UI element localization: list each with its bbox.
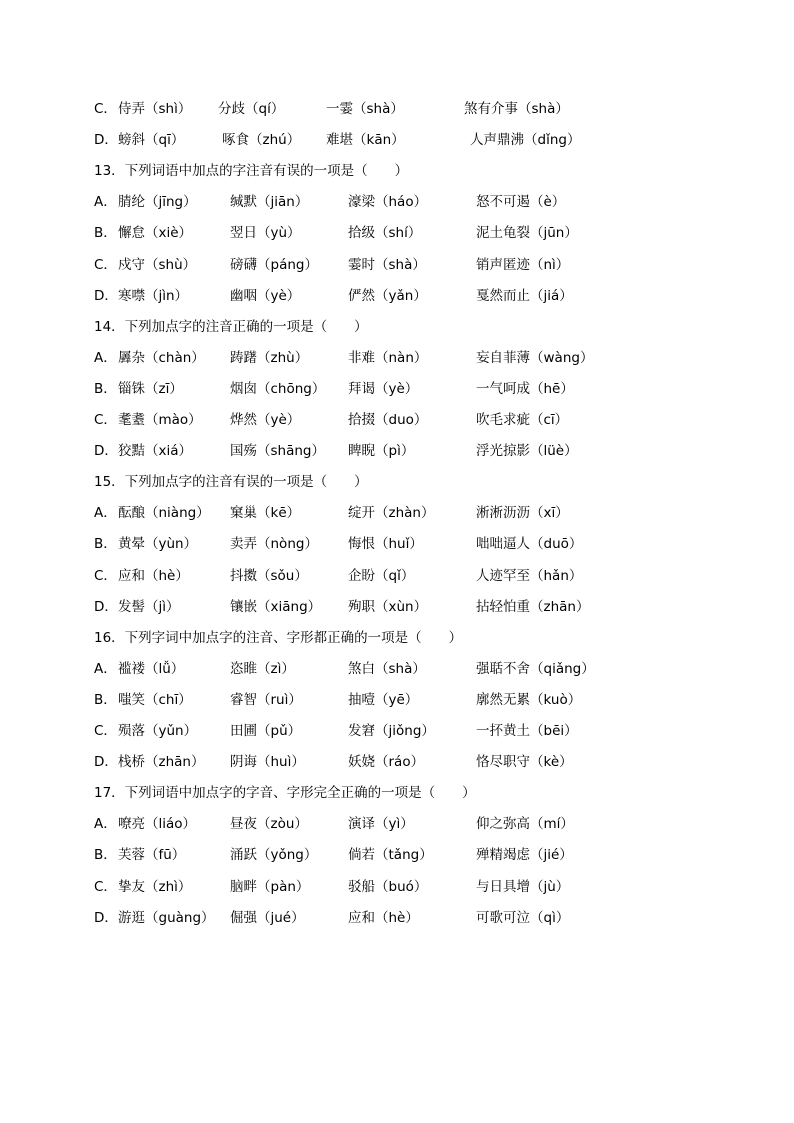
option-word-item: 廓然无累（kuò） xyxy=(476,691,582,708)
option-word-item: 脑畔（pàn） xyxy=(230,878,310,895)
option-letter: A． xyxy=(94,505,117,522)
answer-option xyxy=(94,751,774,773)
option-word-item: 侍弄（shì） xyxy=(118,101,192,117)
answer-option xyxy=(94,347,774,369)
option-word-item: 演译（yì） xyxy=(348,816,414,833)
option-word-item: 游逛（guàng） xyxy=(118,909,215,926)
option-word-item: 淅淅沥沥（xī） xyxy=(476,505,569,522)
option-word-item: 拜谒（yè） xyxy=(348,380,419,397)
option-word-item: 黄晕（yùn） xyxy=(118,536,198,553)
answer-option xyxy=(94,129,774,151)
option-letter: D． xyxy=(94,132,118,149)
answer-option xyxy=(94,254,774,276)
option-word-item: 抽噎（yē） xyxy=(348,691,419,708)
option-letter: B． xyxy=(94,225,117,242)
option-word-item: 难堪（kān） xyxy=(326,132,405,149)
option-word-item: 应和（hè） xyxy=(348,909,419,926)
question-text: 17．下列词语中加点字的字音、字形完全正确的一项是（ ） xyxy=(94,785,476,802)
option-word-item: 俨然（yǎn） xyxy=(348,287,427,304)
option-letter: C． xyxy=(94,723,117,739)
option-word-item: 殉职（xùn） xyxy=(348,598,428,615)
answer-option xyxy=(94,876,774,898)
option-word-item: 煞白（shà） xyxy=(348,660,426,677)
option-word-item: 妄自菲薄（wàng） xyxy=(476,349,594,366)
option-word-item: 咄咄逼人（duō） xyxy=(476,536,583,553)
option-letter: D． xyxy=(94,598,118,615)
answer-option xyxy=(94,502,774,524)
option-word-item: 耄耋（mào） xyxy=(118,412,202,428)
option-word-item: 窠巢（kē） xyxy=(230,505,301,522)
option-word-item: 发髻（jì） xyxy=(118,598,180,615)
option-word-item: 煞有介事（shà） xyxy=(464,101,569,117)
option-word-item: 一抔黄土（bēi） xyxy=(476,723,578,739)
option-word-item: 悔恨（huǐ） xyxy=(348,536,423,553)
option-word-item: 懈怠（xiè） xyxy=(118,225,193,242)
option-word-item: 戛然而止（jiá） xyxy=(476,287,573,304)
answer-option xyxy=(94,565,774,587)
answer-option xyxy=(94,720,774,742)
option-word-item: 缄默（jiān） xyxy=(230,194,309,211)
option-word-item: 妖娆（ráo） xyxy=(348,754,425,771)
option-word-item: 与日具增（jù） xyxy=(476,878,570,895)
question-text: 13．下列词语中加点的字注音有误的一项是（ ） xyxy=(94,163,409,180)
option-letter: C． xyxy=(94,256,117,273)
option-word-item: 浮光掠影（lüè） xyxy=(476,443,578,460)
option-word-item: 挚友（zhì） xyxy=(118,878,192,895)
option-word-item: 涌跃（yǒng） xyxy=(230,847,318,864)
option-word-item: 濠梁（háo） xyxy=(348,194,428,211)
option-word-item: 一霎（shà） xyxy=(326,101,404,117)
answer-option xyxy=(94,98,774,120)
option-letter: D． xyxy=(94,909,118,926)
answer-option xyxy=(94,533,774,555)
option-word-item: 分歧（qí） xyxy=(218,101,285,117)
option-word-item: 殒落（yǔn） xyxy=(118,723,198,739)
option-word-item: 踌躇（zhù） xyxy=(230,349,309,366)
option-letter: C． xyxy=(94,567,117,584)
answer-option xyxy=(94,689,774,711)
option-word-item: 螃斜（qī） xyxy=(118,132,185,149)
option-word-item: 泥土龟裂（jūn） xyxy=(476,225,578,242)
option-word-item: 狡黠（xiá） xyxy=(118,443,193,460)
answer-option xyxy=(94,285,774,307)
option-word-item: 非难（nàn） xyxy=(348,349,428,366)
option-word-item: 戍守（shù） xyxy=(118,256,197,273)
option-word-item: 烟囱（chōng） xyxy=(230,380,326,397)
option-letter: D． xyxy=(94,287,118,304)
option-word-item: 霎时（shà） xyxy=(348,256,426,273)
option-letter: A． xyxy=(94,349,117,366)
option-word-item: 昼夜（zòu） xyxy=(230,816,308,833)
answer-option xyxy=(94,658,774,680)
option-word-item: 拾掇（duo） xyxy=(348,412,428,428)
option-word-item: 田圃（pǔ） xyxy=(230,723,302,739)
option-word-item: 幽咽（yè） xyxy=(230,287,301,304)
option-word-item: 锱铢（zī） xyxy=(118,380,183,397)
option-word-item: 嘹亮（liáo） xyxy=(118,816,197,833)
option-word-item: 一气呵成（hē） xyxy=(476,380,574,397)
option-word-item: 吹毛求疵（cī） xyxy=(476,412,569,428)
option-word-item: 睥睨（pì） xyxy=(348,443,415,460)
option-word-item: 企盼（qǐ） xyxy=(348,567,415,584)
option-letter: B． xyxy=(94,536,117,553)
option-word-item: 啄食（zhú） xyxy=(222,132,301,149)
option-word-item: 芙蓉（fū） xyxy=(118,847,186,864)
option-word-item: 嗤笑（chī） xyxy=(118,691,192,708)
answer-option xyxy=(94,409,774,431)
option-word-item: 酝酿（niàng） xyxy=(118,505,210,522)
option-word-item: 应和（hè） xyxy=(118,567,189,584)
question-text: 16．下列字词中加点字的注音、字形都正确的一项是（ ） xyxy=(94,629,463,646)
option-word-item: 国殇（shāng） xyxy=(230,443,325,460)
option-word-item: 腈纶（jīng） xyxy=(118,194,197,211)
option-letter: D． xyxy=(94,443,118,460)
question-stem xyxy=(94,627,774,649)
option-word-item: 怒不可遏（è） xyxy=(476,194,566,211)
option-letter: A． xyxy=(94,194,117,211)
option-word-item: 拈轻怕重（zhān） xyxy=(476,598,590,615)
option-word-item: 可歌可泣（qì） xyxy=(476,909,570,926)
option-letter: C． xyxy=(94,101,117,117)
question-stem xyxy=(94,316,774,338)
option-word-item: 镶嵌（xiāng） xyxy=(230,598,322,615)
answer-option xyxy=(94,596,774,618)
answer-option xyxy=(94,907,774,929)
answer-option xyxy=(94,440,774,462)
answer-option xyxy=(94,378,774,400)
option-word-item: 发窘（jiǒng） xyxy=(348,723,435,739)
question-text: 15．下列加点字的注音有误的一项是（ ） xyxy=(94,474,368,491)
option-word-item: 烨然（yè） xyxy=(230,412,301,428)
answer-option xyxy=(94,191,774,213)
option-word-item: 倘若（tǎng） xyxy=(348,847,433,864)
option-word-item: 驳船（buó） xyxy=(348,878,428,895)
option-word-item: 人声鼎沸（dǐng） xyxy=(470,132,581,149)
answer-option xyxy=(94,844,774,866)
option-word-item: 翌日（yù） xyxy=(230,225,301,242)
option-letter: B． xyxy=(94,691,117,708)
question-stem xyxy=(94,782,774,804)
option-word-item: 人迹罕至（hǎn） xyxy=(476,567,583,584)
option-word-item: 仰之弥高（mí） xyxy=(476,816,574,833)
option-word-item: 倔强（jué） xyxy=(230,909,305,926)
option-word-item: 绽开（zhàn） xyxy=(348,505,435,522)
option-word-item: 磅礴（páng） xyxy=(230,256,318,273)
option-letter: C． xyxy=(94,878,117,895)
option-letter: D． xyxy=(94,754,118,771)
option-letter: B． xyxy=(94,380,117,397)
option-letter: A． xyxy=(94,816,117,833)
option-word-item: 殚精竭虑（jié） xyxy=(476,847,573,864)
question-stem xyxy=(94,471,774,493)
option-word-item: 羼杂（chàn） xyxy=(118,349,205,366)
answer-option xyxy=(94,813,774,835)
option-word-item: 销声匿迹（nì） xyxy=(476,256,570,273)
option-word-item: 强聒不舍（qiǎng） xyxy=(476,660,595,677)
option-letter: C． xyxy=(94,412,117,428)
option-letter: A． xyxy=(94,660,117,677)
answer-option xyxy=(94,222,774,244)
option-word-item: 卖弄（nòng） xyxy=(230,536,318,553)
option-word-item: 褴褛（lǚ） xyxy=(118,660,185,677)
option-word-item: 寒噤（jìn） xyxy=(118,287,189,304)
option-word-item: 睿智（ruì） xyxy=(230,691,302,708)
option-word-item: 阴诲（huì） xyxy=(230,754,305,771)
question-stem xyxy=(94,160,774,182)
option-letter: B． xyxy=(94,847,117,864)
option-word-item: 栈桥（zhān） xyxy=(118,754,205,771)
question-text: 14．下列加点字的注音正确的一项是（ ） xyxy=(94,318,368,335)
option-word-item: 恣睢（zì） xyxy=(230,660,295,677)
option-word-item: 恪尽职守（kè） xyxy=(476,754,573,771)
option-word-item: 抖擞（sǒu） xyxy=(230,567,308,584)
option-word-item: 拾级（shí） xyxy=(348,225,422,242)
